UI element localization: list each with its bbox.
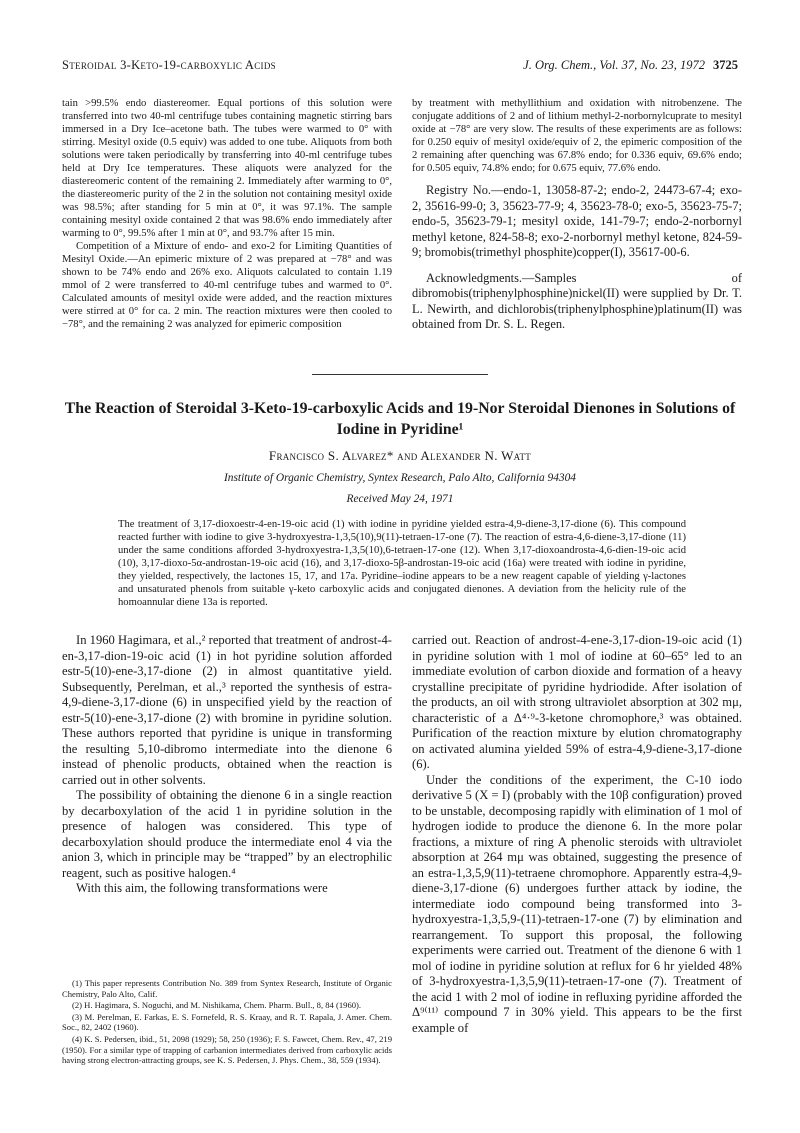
footnotes	[62, 978, 392, 1067]
body-paragraph: The possibility of obtaining the dienone 6 in a single reaction by decarboxylation of the acid 1 in pyridine solution in the presence of halogen was considered. This type of decarboxylation should produce the intermediate enol 4 via the anion 3, which in principle may be “trapped” by an electrophilic reagent, such as positive halogen.⁴	[62, 788, 392, 880]
running-head-citation	[523, 58, 738, 73]
body-paragraph: carried out. Reaction of androst-4-ene-3,17-dion-19-oic acid (1) in pyridine solution with 1 mol of iodine at 60–65° led to an immediate evolution of carbon dioxide and formation of a heavy crystalline precipitate of pyridine hydriodide. After isolation of the products, an oil with strong ultraviolet absorption at 302 mμ, characteristic of a Δ⁴·⁹-3-ketone chromophore,³ was obtained. Purification of the reaction mixture by elution chromatography on activated alumina yielded 59% of estra-4,9-diene-3,17-dione (6).	[412, 633, 742, 771]
body-paragraph: In 1960 Hagimara, et al.,² reported that treatment of androst-4-en-3,17-dion-19-oic acid (1) in hot pyridine solution afforded estr-5(10)-ene-3,17-dione (2) in almost quantitative yield. Subsequently, Perelman, et al.,³ reported the synthesis of estra-4,9-diene-3,17-dione (6) in unspecified yield by the reaction of estr-5(10)-ene-3,17-dione (2) with bromine in pyridine solution. These authors reported that pyridine is unique in transforming the resulting 5,10-dibromo intermediate into the dienone 6 instead of phenolic products, obtained when the reaction is carried out in other solvents.	[62, 633, 392, 787]
experimental-paragraph: by treatment with methyllithium and oxidation with nitrobenzene. The conjugate additions of 2 and of lithium methyl-2-norbornylcuprate to mesityl oxide at −78° are very slow. The results of these experiments are as follows: for 0.250 equiv of mesityl oxide/equiv of 2, the epimeric composition of the 2 remaining after quenching was 67.8% endo; for 0.336 equiv, 69.6% endo; for 0.505 equiv, 74.8% endo; for 0.675 equiv, 77.6% endo.	[412, 98, 742, 174]
body-paragraph: With this aim, the following transformations were	[76, 881, 328, 895]
footnote: (2) H. Hagimara, S. Noguchi, and M. Nishikama, Chem. Pharm. Bull., 8, 84 (1960).	[72, 1000, 362, 1011]
body-left-column	[62, 633, 392, 897]
running-head	[62, 58, 738, 78]
article-authors: Francisco S. Alvarez* and Alexander N. Watt	[268, 448, 532, 463]
registry-numbers: Registry No.—endo-1, 13058-87-2; endo-2, 24473-67-4; exo-2, 35616-99-0; 3, 35623-77-9; 4, 35623-78-0; exo-5, 35623-75-7; endo-5, 35623-79-1; mesityl oxide, 141-79-7; endo-2-norbornyl methyl ketone, 824-58-8; exo-2-norbornyl methyl ketone, 824-59-9; bromobis(trimethyl phosphite)copper(I), 35617-00-6.	[412, 183, 742, 259]
acknowledgments: Acknowledgments.—Samples of dibromobis(triphenylphosphine)nickel(II) were supplied by Dr. T. L. Newirth, and dichlorobis(triphenylphosphine)platinum(II) was obtained from Dr. S. L. Regen.	[412, 270, 742, 331]
received-date: Received May 24, 1971	[346, 493, 454, 505]
running-head-title: Steroidal 3-Keto-19-carboxylic Acids	[62, 58, 276, 72]
page-number: 3725	[713, 58, 738, 72]
article-divider	[312, 374, 488, 375]
body-right-column	[412, 633, 742, 1036]
footnote: (3) M. Perelman, E. Farkas, E. S. Fornefeld, R. S. Kraay, and R. T. Rapala, J. Amer. Chem. Soc., 82, 2402 (1960).	[62, 1011, 392, 1033]
previous-article-right-column	[412, 97, 742, 333]
previous-article-left-column	[62, 97, 392, 331]
article-abstract: The treatment of 3,17-dioxoestr-4-en-19-oic acid (1) with iodine in pyridine yielded estra-4,9-diene-3,17-dione (6). This compound reacted further with iodine to give 3-hydroxyestra-1,3,5(10),9(11)-tetraen-17-one (7). The reaction of estra-4,6-diene-3,17-dione (11) under the same conditions afforded 3-hydroxyestra-1,3,5(10),6-tetraen-17-one (12). When 3,17-dioxoandrosta-4,6-dien-19-oic acid (10), 3,17-dioxo-5α-androstan-19-oic acid (16), and 3,17-dioxo-5β-androstan-19-oic acid (16a) were treated with iodine in pyridine, they yielded, respectively, the lactones 15, 17, and 17a. Pyridine–iodine appears to be a new reagent capable of yielding γ-lactones and unsaturated phenols from suitable γ-keto carboxylic acids and conjugated dienones. A deviation from the helicity rule of the homoannular diene 13a is reported.	[118, 519, 686, 608]
footnote: (1) This paper represents Contribution No. 389 from Syntex Research, Institute of Organic Chemistry, Palo Alto, Calif.	[62, 978, 392, 999]
experimental-paragraph: tain >99.5% endo diastereomer. Equal portions of this solution were transferred into two 40-ml centrifuge tubes containing magnetic stirring bars immersed in a Dry Ice–acetone bath. The tubes were warmed to 0° with stirring. Mesityl oxide (0.5 equiv) was added to one tube. Aliquots from both solutions were taken periodically by transferring into 40-ml centrifuge tubes held at Dry Ice temperatures. These aliquots were analyzed for the diastereomeric content of the remaining 2. Immediately after warming to 0°, the diastereomeric purity of the 2 in the solution not containing mesityl oxide was 98.5%; after standing for 5 min at 0°, it was 97.1%. The sample containing mesityl oxide contained 2 that was 98.6% endo immediately after warming to 0°, 99.5% after 1 min at 0°, and 93.7% after 15 min.	[62, 98, 392, 239]
experimental-paragraph: Competition of a Mixture of endo- and exo-2 for Limiting Quantities of Mesityl Oxide.—An epimeric mixture of 2 was prepared at −78° and was shown to be 74% endo and 26% exo. Aliquots calculated to contain 1.19 mmol of 2 were transferred to 40-ml centrifuge tubes and warmed to 0°. Calculated amounts of mesityl oxide were added, and the reaction mixtures were stirred at 0° for ca. 2 min. The reaction mixtures were then cooled to −78°, and the remaining 2 was analyzed for epimeric composition	[62, 241, 392, 330]
article-affiliation: Institute of Organic Chemistry, Syntex Research, Palo Alto, California 94304	[223, 472, 577, 484]
article-title: The Reaction of Steroidal 3-Keto-19-carboxylic Acids and 19-Nor Steroidal Dienones in Solutions of Iodine in Pyridine¹	[64, 400, 736, 438]
footnote: (4) K. S. Pedersen, ibid., 51, 2098 (1929); 58, 250 (1936); F. S. Fawcet, Chem. Rev., 47, 219 (1950). For a similar type of trapping of carbanion intermediates derived from carboxylic acids having strong electron-attracting groups, see K. S. Pedersen, J. Phys. Chem., 38, 559 (1934).	[62, 1033, 392, 1066]
body-paragraph: Under the conditions of the experiment, the C-10 iodo derivative 5 (X = I) (probably with the 10β configuration) proved to be unstable, decomposing rapidly with elimination of 1 mol of hydrogen iodide to produce the dienone 6. In the more polar fractions, a mixture of ring A phenolic steroids with ultraviolet absorption at 264 mμ was obtained, suggesting the presence of an estra-1,3,5,9(11)-tetraene chromophore. Apparently estra-4,9-diene-3,17-dione (6) undergoes further attack by iodine, the intermediate iodo compound being transformed into 3-hydroxyestra-1,3,5,9-(11)-tetraen-17-one (7) by elimination and rearrangement. To support this proposal, the following experiments were carried out. Treatment of the dienone 6 with 1 mol of iodine in pyridine solution at reflux for 6 hr yielded 48% of 3-hydroxyestra-1,3,5,9(11)-tetraen-17-one (7). Treatment of the acid 1 with 2 mol of iodine in refluxing pyridine afforded the Δ⁹⁽¹¹⁾ compound 7 in 30% yield. This appears to be the first example of	[412, 772, 742, 1035]
journal-citation: J. Org. Chem., Vol. 37, No. 23, 1972	[523, 58, 705, 72]
